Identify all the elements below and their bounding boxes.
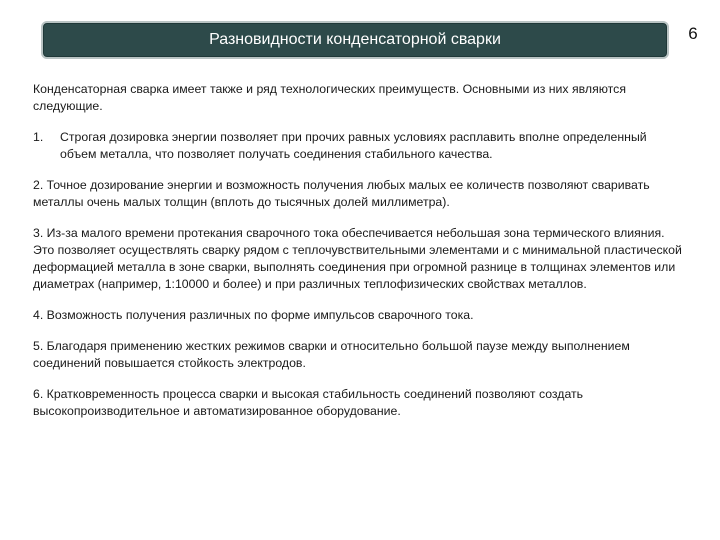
list-item-6: 6. Кратковременность процесса сварки и высокая стабильность соединений позволяют создать высокопроизводительное и автоматизированное оборудование. — [33, 387, 584, 418]
slide-title-bar — [41, 21, 669, 59]
slide-content — [33, 81, 683, 434]
list-item-1-number: 1. — [33, 130, 44, 144]
list-item-1-text: Строгая дозировка энергии позволяет при прочих равных условиях расплавить вполне определенный объем металла, что позволяет получать соединения стабильного качества. — [60, 130, 647, 161]
intro-paragraph: Конденсаторная сварка имеет также и ряд технологических преимуществ. Основными из них являются следующие. — [33, 82, 626, 113]
list-item-1 — [33, 129, 683, 163]
list-item-3: 3. Из-за малого времени протекания сварочного тока обеспечивается небольшая зона термического влияния. Это позволяет осуществлять сварку рядом с теплочувствительными элементами и с минимальной пластической деформацией металла в зоне сварки, выполнять соединения при огромной разнице в толщинах элементов или диаметрах (например, 1:10000 и более) и при различных теплофизических свойствах металлов. — [33, 226, 682, 291]
page-number: 6 — [688, 24, 698, 43]
slide-title: Разновидности конденсаторной сварки — [209, 31, 501, 48]
list-item-4: 4. Возможность получения различных по форме импульсов сварочного тока. — [33, 308, 474, 322]
list-item-2: 2. Точное дозирование энергии и возможность получения любых малых ее количеств позволяют сваривать металлы очень малых толщин (вплоть до тысячных долей миллиметра). — [33, 178, 650, 209]
list-item-5: 5. Благодаря применению жестких режимов сварки и относительно большой паузе между выполнением соединений повышается стойкость электродов. — [33, 339, 630, 370]
